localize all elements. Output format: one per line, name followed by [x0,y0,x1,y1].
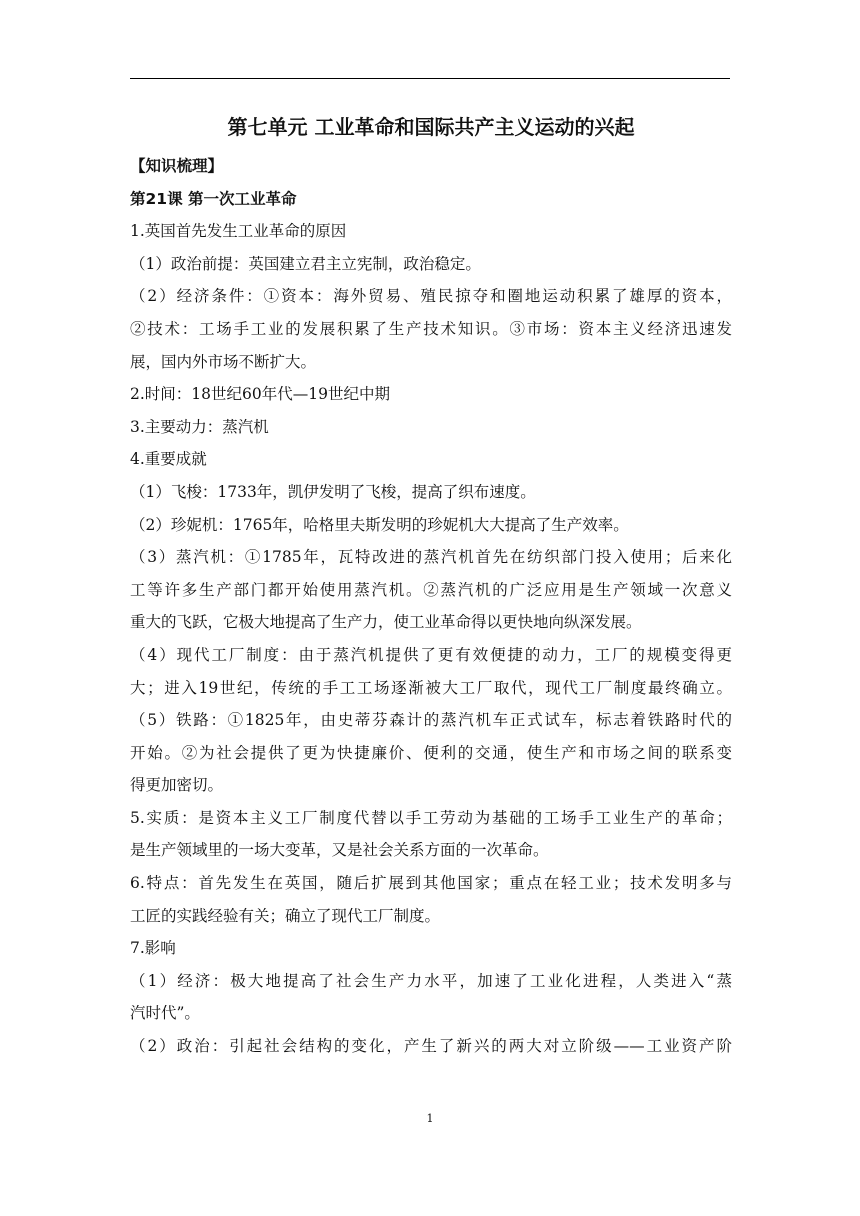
text-line: 开始。②为社会提供了更为快捷廉价、便利的交通，使生产和市场之间的联系变 [130,743,732,762]
text-line: 工等许多生产部门都开始使用蒸汽机。②蒸汽机的广泛应用是生产领域一次意义 [130,580,732,599]
text-line: （3）蒸汽机：①1785年，瓦特改进的蒸汽机首先在纺织部门投入使用；后来化 [130,548,732,567]
text-line: （1）飞梭：1733年，凯伊发明了飞梭，提高了织布速度。 [130,482,536,501]
text-line: 工匠的实践经验有关；确立了现代工厂制度。 [130,906,441,925]
text-line: 是生产领域里的一场大变革，又是社会关系方面的一次革命。 [130,841,549,860]
text-line: （5）铁路：①1825年，由史蒂芬森计的蒸汽机车正式试车，标志着铁路时代的 [130,711,732,730]
text-line: 重大的飞跃，它极大地提高了生产力，使工业革命得以更快地向纵深发展。 [130,613,642,632]
text-line: （1）经济：极大地提高了社会生产力水平，加速了工业化进程，人类进入“蒸 [130,971,732,990]
text-line: （2）珍妮机：1765年，哈格里夫斯发明的珍妮机大大提高了生产效率。 [130,515,629,534]
text-line: 7.影响 [130,939,176,958]
text-line: 4.重要成就 [130,450,207,469]
text-line: （2）经济条件：①资本：海外贸易、殖民掠夺和圈地运动积累了雄厚的资本， [130,287,732,306]
text-line: （4）现代工厂制度：由于蒸汽机提供了更有效便捷的动力，工厂的规模变得更 [130,645,732,664]
text-line: （2）政治：引起社会结构的变化，产生了新兴的两大对立阶级——工业资产阶 [130,1037,732,1056]
section-heading: 【知识梳理】 [130,157,224,175]
text-line: 展，国内外市场不断扩大。 [130,352,317,371]
header-rule [130,78,730,79]
text-line: 得更加密切。 [130,776,224,795]
text-line: 5.实质：是资本主义工厂制度代替以手工劳动为基础的工场手工业生产的革命； [130,808,732,827]
text-line: 大；进入19世纪，传统的手工工场逐渐被大工厂取代，现代工厂制度最终确立。 [130,678,732,697]
document-body [130,104,732,1063]
text-line: 2.时间：18世纪60年代—19世纪中期 [130,385,390,404]
page-number: 1 [426,1112,434,1125]
section-heading: 第21课 第一次工业革命 [130,189,297,208]
text-line: 1.英国首先发生工业革命的原因 [130,222,347,241]
text-line: 3.主要动力：蒸汽机 [130,417,269,436]
text-line: 汽时代”。 [130,1004,200,1023]
text-line: 6.特点：首先发生在英国，随后扩展到其他国家；重点在轻工业；技术发明多与 [130,874,732,893]
document-title: 第七单元 工业革命和国际共产主义运动的兴起 [227,115,635,139]
text-line: （1）政治前提：英国建立君主立宪制，政治稳定。 [130,254,481,273]
text-line: ②技术：工场手工业的发展积累了生产技术知识。③市场：资本主义经济迅速发 [130,319,732,338]
document-lines [130,150,732,1063]
